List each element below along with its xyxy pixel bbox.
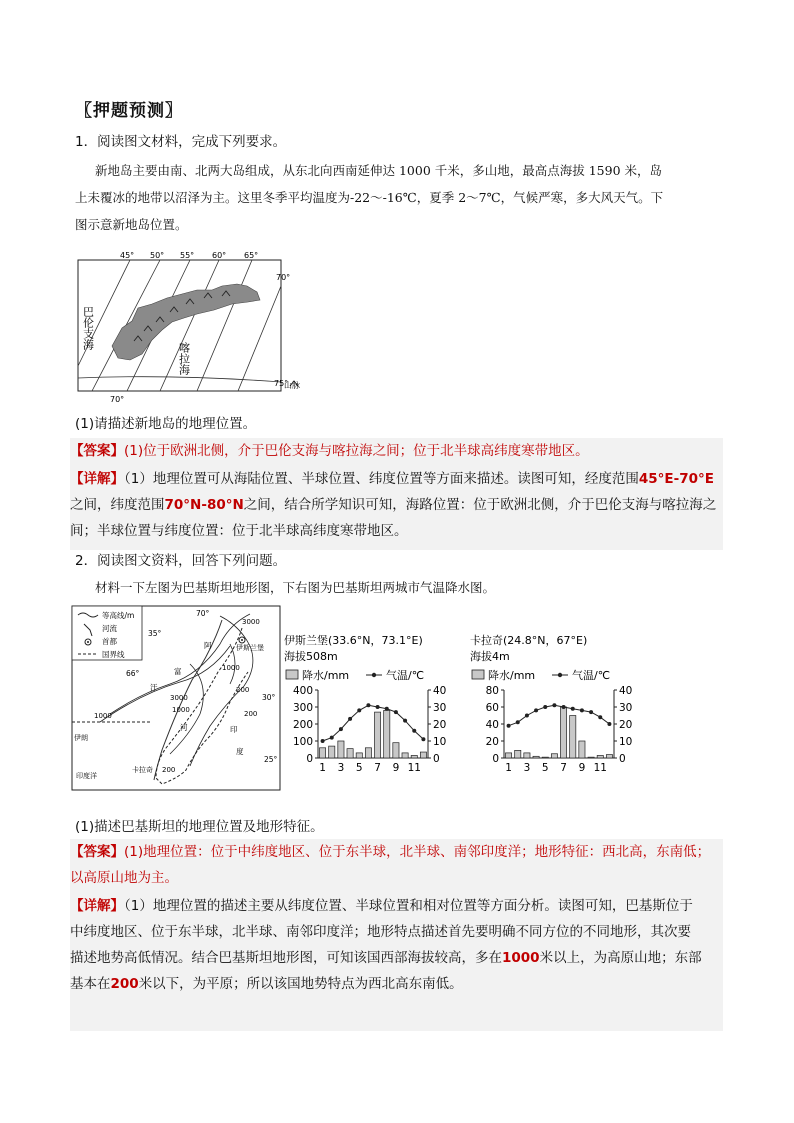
map-label: 阿 [204,641,212,650]
precip-bar [420,752,426,758]
map-label: 66° [126,669,140,678]
chart-subtitle: 海拔508m [284,650,338,663]
temp-point [589,710,593,714]
q2-detail-line-2: 中纬度地区、位于东半球，北半球、南邻印度洋；地形特点描述首先要明确不同方位的不同地形，其次要 [70,924,691,940]
temp-point [321,739,325,743]
chart-subtitle: 海拔4m [470,650,510,663]
precip-bar [515,750,521,758]
map-label: 200 [244,710,258,718]
map-label: 1000 [222,664,240,672]
q1-sub-question: (1)请描述新地岛的地理位置。 [75,416,257,432]
legend-contour: 等高线/m [102,611,135,620]
temp-point [339,727,343,731]
x-tick-label: 3 [337,762,345,774]
lat-label: 70° [276,273,291,282]
temp-point [534,708,538,712]
temp-point [421,737,425,741]
x-tick-label: 1 [505,762,512,774]
lat-label: 70° [110,395,125,404]
x-tick-label: 9 [392,762,400,774]
q1-material-line-1: 新地岛主要由南、北两大岛组成，从东北向西南延伸达 1000 千米，多山地，最高点海拔 1590 米，岛 [95,163,663,178]
temp-point [412,729,416,733]
map-label: 伊斯兰堡 [236,644,264,652]
precip-bar [542,757,548,758]
map-label: 1000 [94,712,112,720]
map-label: 度 [236,747,244,756]
map-label: 30° [262,693,276,702]
legend-precip-swatch [472,670,484,679]
temp-point [598,715,602,719]
temp-point [376,705,380,709]
map-label: 3000 [170,694,188,702]
temp-line [509,705,610,725]
chart-title: 伊斯兰堡(33.6°N，73.1°E) [284,634,423,647]
x-tick-label: 1 [319,762,326,774]
q1-detail-highlight-lat: 70°N-80°N [164,497,244,513]
temp-tick-label: 30 [433,702,447,714]
q2-answer-box [70,839,723,1031]
precip-bar [533,756,539,758]
temp-point [580,708,584,712]
temp-tick-label: 40 [619,685,633,697]
q1-detail-a: （1）地理位置可从海陆位置、半球位置、纬度位置等方面来描述。读图可知，经度范围 [124,471,639,487]
q1-detail-d: 间；半球位置与纬度位置：位于北半球高纬度寒带地区。 [70,523,408,539]
temp-point [403,719,407,723]
answer-tag: 【答案】 [70,443,124,459]
legend-precip-label: 降水/mm [488,669,536,682]
chart-title: 卡拉奇(24.8°N，67°E) [470,634,588,647]
temp-point [552,703,556,707]
q1-answer-box [70,438,723,550]
precip-bar [320,748,326,758]
q2-answer-line-1: (1)地理位置：位于中纬度地区、位于东半球，北半球、南邻印度洋；地形特征：西北高，东南低； [124,844,711,860]
precip-bar [551,754,557,758]
climate-chart-islamabad [282,632,452,782]
map-label: 200 [162,766,176,774]
precip-bar [356,753,362,758]
lon-label: 65° [244,251,259,260]
temp-point [348,717,352,721]
temp-tick-label: 30 [619,702,633,714]
q1-answer: (1)位于欧洲北侧，介于巴伦支海与喀拉海之间；位于北半球高纬度寒带地区。 [124,443,589,459]
temp-point [394,710,398,714]
map-label: 200 [236,686,250,694]
q2-detail-line-4b: 米以下，为平原；所以该国地势特点为西北高东南低。 [138,976,463,992]
legend-temp-dot [372,673,376,677]
precip-tick-label: 60 [485,702,499,714]
precip-tick-label: 400 [292,685,313,697]
map-label: 25° [264,755,278,764]
q2-detail-line-4a: 基本在 [70,976,111,992]
map-label: 印度洋 [76,772,97,780]
map-label: 伊朗 [74,734,88,742]
sea-label-barents: 巴伦支海 [81,306,95,350]
section-title: 〖押题预测〗 [75,101,183,121]
x-tick-label: 5 [355,762,363,774]
lat-label: 75° [274,379,289,388]
question-2-stem: 2．阅读图文资料，回答下列问题。 [75,553,287,569]
precip-bar [393,743,399,758]
temp-point [516,720,520,724]
precip-bar [606,755,612,758]
temp-point [543,705,547,709]
lon-label: 55° [180,251,195,260]
temp-tick-label: 10 [619,736,633,748]
temp-tick-label: 0 [433,753,440,765]
temp-tick-label: 0 [619,753,626,765]
x-tick-label: 7 [560,762,567,774]
precip-tick-label: 300 [292,702,313,714]
precip-bar [384,710,390,758]
precip-tick-label: 200 [292,719,313,731]
climate-chart-karachi [468,632,638,782]
temp-point [562,705,566,709]
lon-label: 60° [212,251,227,260]
map-label: 富 [174,667,182,676]
precip-tick-label: 80 [485,685,499,697]
q2-detail-line-1: （1）地理位置的描述主要从纬度位置、半球位置和相对位置等方面分析。读图可知，巴基斯位于 [124,898,693,914]
legend-label: 山脉 [284,381,300,390]
temp-tick-label: 20 [619,719,633,731]
precip-bar [597,755,603,758]
temp-point [385,707,389,711]
q2-sub-question: (1)描述巴基斯坦的地理位置及地形特征。 [75,819,324,835]
precip-bar [411,755,417,758]
precip-tick-label: 0 [306,753,313,765]
temp-point [366,703,370,707]
legend-temp-label: 气温/℃ [386,669,425,682]
precip-bar [579,741,585,758]
precip-bar [338,741,344,758]
temp-point [571,707,575,711]
temp-point [525,714,529,718]
q1-detail-b: 之间，纬度范围 [70,497,165,513]
sea-label-kara: 喀拉海 [177,342,191,375]
precip-bar [365,748,371,758]
q1-material-line-2: 上未覆冰的地带以沼泽为主。这里冬季平均温度为-22～-16℃，夏季 2～7℃，气候严寒，多大风天气。下 [75,190,664,205]
q2-material: 材料一下左图为巴基斯坦地形图，下右图为巴基斯坦两城市气温降水图。 [95,580,496,595]
precip-tick-label: 20 [485,736,499,748]
precip-tick-label: 100 [292,736,313,748]
x-tick-label: 11 [407,762,421,774]
x-tick-label: 11 [593,762,607,774]
precip-bar [402,753,408,758]
temp-line [323,705,424,741]
precip-bar [375,712,381,758]
precip-bar [588,757,594,758]
temp-tick-label: 10 [433,736,447,748]
precip-bar [524,753,530,758]
map-label: 卡拉奇 [132,766,153,774]
map-label: 1000 [172,706,190,714]
precip-bar [570,716,576,759]
q1-detail-c: 之间，结合所学知识可知，海路位置：位于欧洲北侧，介于巴伦支海与喀拉海之 [243,497,717,513]
map-label: 汗 [150,683,158,692]
temp-point [357,708,361,712]
lon-label: 50° [150,251,165,260]
x-tick-label: 7 [374,762,381,774]
answer-tag: 【答案】 [70,844,124,860]
map-label: 河 [180,723,188,732]
legend-temp-label: 气温/℃ [572,669,611,682]
legend-precip-swatch [286,670,298,679]
q2-answer-line-2: 以高原山地为主。 [70,870,178,886]
detail-tag: 【详解】 [70,898,124,914]
precip-tick-label: 40 [485,719,499,731]
precip-bar [329,746,335,758]
detail-tag: 【详解】 [70,471,124,487]
q2-detail-highlight-1000: 1000 [502,950,540,966]
legend-border: 国界线 [102,650,125,659]
map-label: 70° [196,609,210,618]
temp-tick-label: 20 [433,719,447,731]
legend-temp-dot [558,673,562,677]
precip-bar [561,707,567,758]
temp-point [330,736,334,740]
q2-detail-line-3b: 米以上，为高原山地；东部 [539,950,702,966]
question-1-stem: 1．阅读图文材料，完成下列要求。 [75,134,287,150]
legend-river: 河流 [102,624,117,633]
q2-detail-highlight-200: 200 [110,976,139,992]
temp-point [607,722,611,726]
novaya-zemlya-map [72,246,302,406]
pakistan-terrain-map [70,604,282,792]
legend-capital: 首都 [102,637,117,646]
precip-bar [347,749,353,758]
temp-point [507,724,511,728]
map-label: 印 [230,725,238,734]
x-tick-label: 5 [541,762,549,774]
q1-detail-highlight-lon: 45°E-70°E [638,471,714,487]
x-tick-label: 3 [523,762,531,774]
precip-bar [506,753,512,758]
q2-detail-line-3: 描述地势高低情况。结合巴基斯坦地形图，可知该国西部海拔较高，多在 [70,950,502,966]
q1-material-line-3: 图示意新地岛位置。 [75,217,188,232]
precip-tick-label: 0 [492,753,499,765]
x-tick-label: 9 [578,762,586,774]
lon-label: 45° [120,251,135,260]
map-label: 35° [148,629,162,638]
legend-precip-label: 降水/mm [302,669,350,682]
map-label: 3000 [242,618,260,626]
temp-tick-label: 40 [433,685,447,697]
